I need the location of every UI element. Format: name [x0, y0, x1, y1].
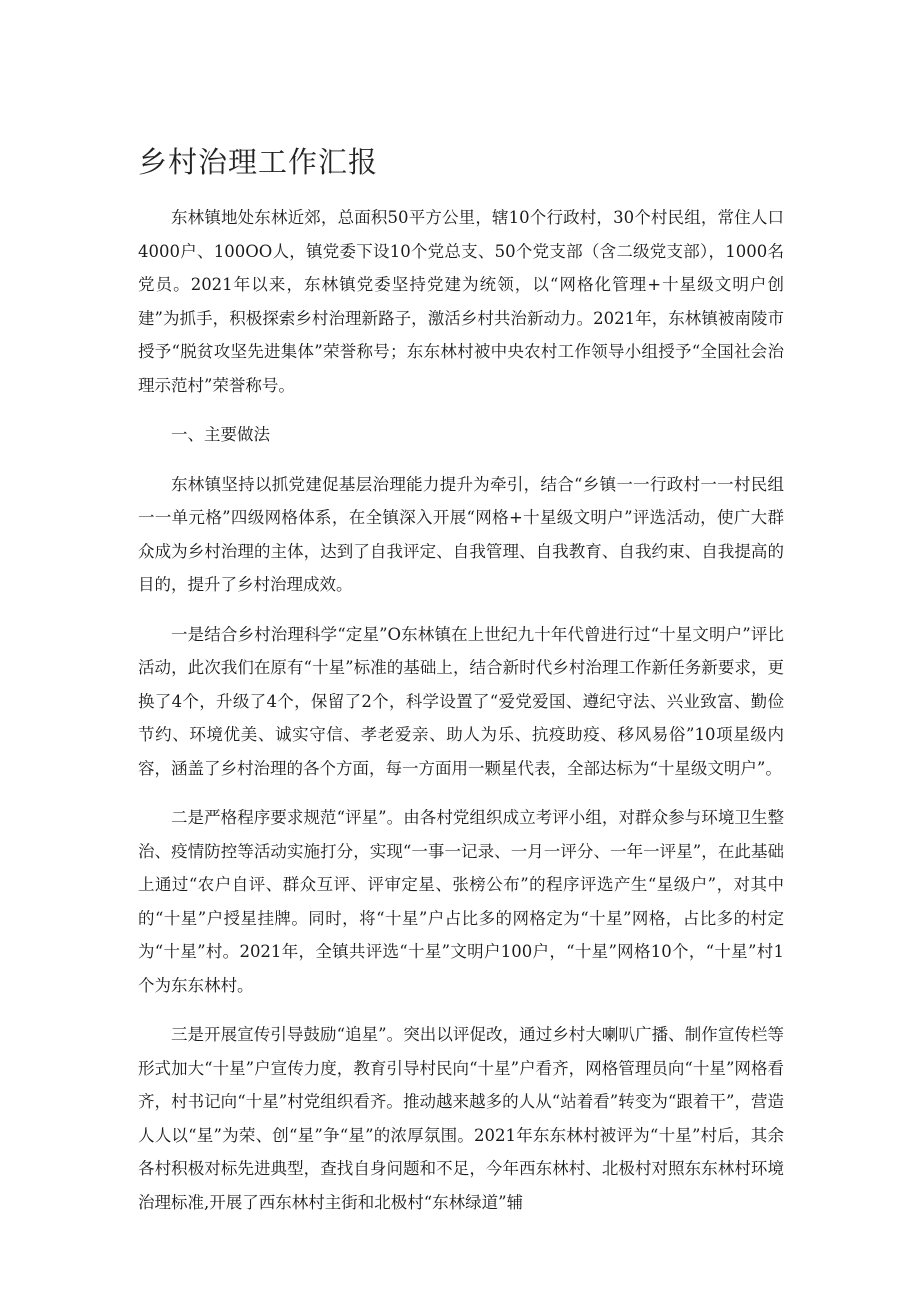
paragraph-point-three: 三是开展宣传引导鼓励“追星”。突出以评促改，通过乡村大喇叭广播、制作宣传栏等形式加大“十星”户宣传力度，教育引导村民向“十星”户看齐，网格管理员向“十星”网格看齐，村书记向“十星”村党组织看齐。推动越来越多的人从“站着看”转变为“跟着干”，营造人人以“星”为荣、创“星”争“星”的浓厚氛围。2021年东东林村被评为“十星”村后，其余各村积极对标先进典型，查找自身问题和不足，今年西东林村、北极村对照东东林村环境治理标准,开展了西东林村主街和北极村“东林绿道”辅: [138, 1025, 784, 1212]
document-body: [138, 201, 784, 1235]
paragraph-overview: 东林镇坚持以抓党建促基层治理能力提升为牵引，结合“乡镇一一行政村一一村民组一一单元格”四级网格体系，在全镇深入开展“网格+十星级文明户”评选活动，使广大群众成为乡村治理的主体，达到了自我评定、自我管理、自我教育、自我约束、自我提高的目的，提升了乡村治理成效。: [138, 474, 784, 594]
paragraph-point-two: 二是严格程序要求规范“评星”。由各村党组织成立考评小组，对群众参与环境卫生整治、疫情防控等活动实施打分，实现“一事一记录、一月一评分、一年一评星”，在此基础上通过“农户自评、群众互评、评审定星、张榜公布”的程序评选产生“星级户”，对其中的“十星”户授星挂牌。同时，将“十星”户占比多的网格定为“十星”网格，占比多的村定为“十星”村。2021年，全镇共评选“十星”文明户100户，“十星”网格10个，“十星”村1个为东东林村。: [138, 808, 784, 995]
paragraph-point-one: 一是结合乡村治理科学“定星”O东林镇在上世纪九十年代曾进行过“十星文明户”评比活动，此次我们在原有“十星”标准的基础上，结合新时代乡村治理工作新任务新要求，更换了4个，升级了4个，保留了2个，科学设置了“爱党爱国、遵纪守法、兴业致富、勤俭节约、环境优美、诚实守信、孝老爱亲、助人为乐、抗疫助疫、移风易俗”10项星级内容，涵盖了乡村治理的各个方面，每一方面用一颗星代表，全部达标为“十星级文明户”。: [138, 624, 784, 778]
section-heading-main-practices: 一、主要做法: [171, 425, 270, 444]
paragraph-intro: 东林镇地处东林近郊，总面积50平方公里，辖10个行政村，30个村民组，常住人口4000户、100OO人，镇党委下设10个党总支、50个党支部（含二级党支部），1000名党员。2021年以来，东林镇党委坚持党建为统领，以“网格化管理+十星级文明户创建”为抓手，积极探索乡村治理新路子，激活乡村共治新动力。2021年，东林镇被南陵市授予“脱贫攻坚先进集体”荣誉称号；东东林村被中央农村工作领导小组授予“全国社会治理示范村”荣誉称号。: [138, 208, 784, 395]
document-title: 乡村治理工作汇报: [138, 145, 379, 179]
